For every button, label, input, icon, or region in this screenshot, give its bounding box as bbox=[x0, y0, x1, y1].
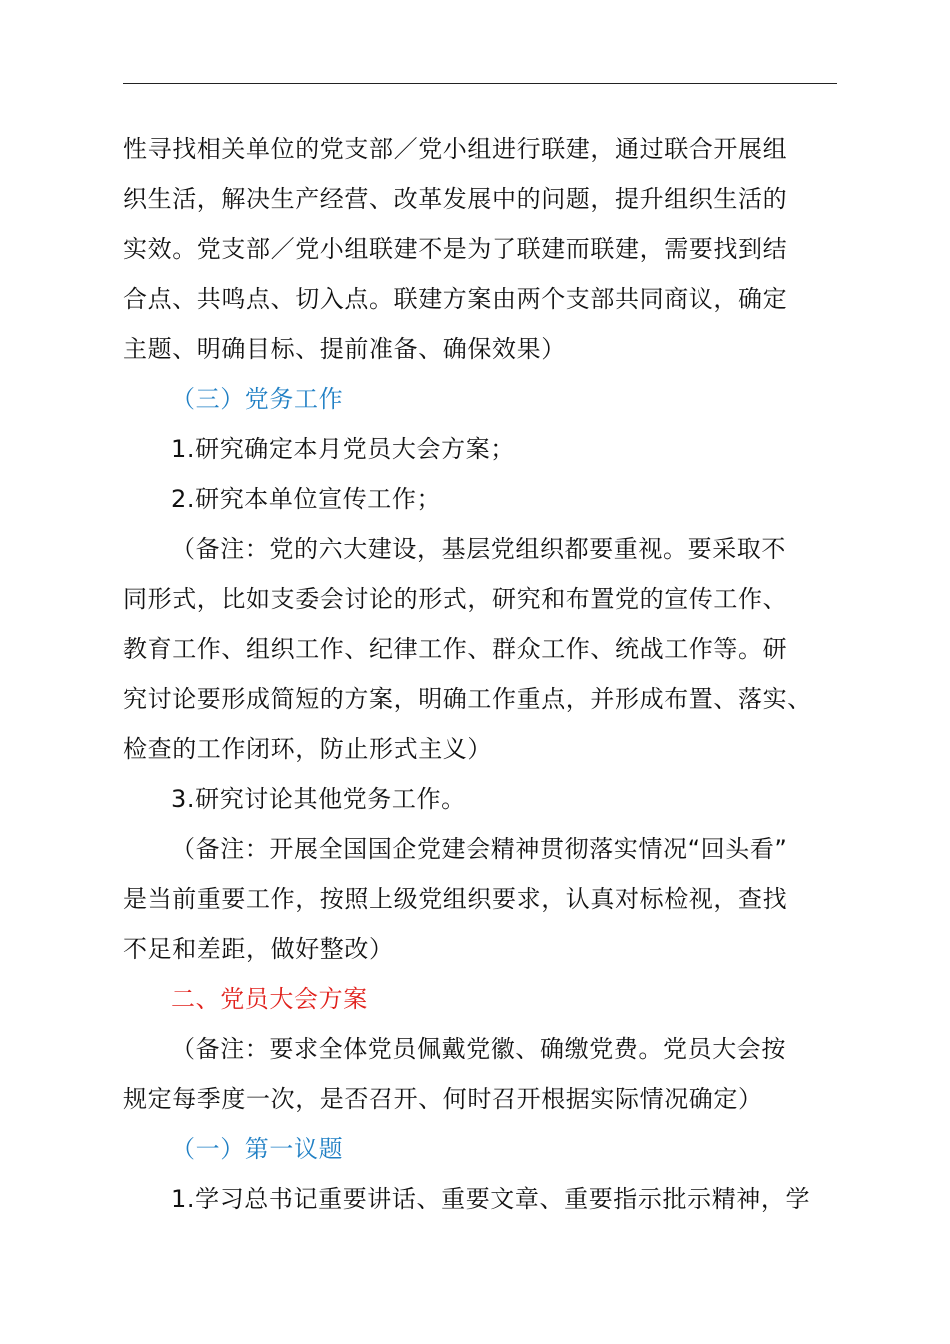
header-rule bbox=[123, 83, 837, 84]
note-line: （备注：党的六大建设，基层党组织都要重视。要采取不 bbox=[171, 535, 786, 563]
subheading-party-affairs: （三）党务工作 bbox=[171, 385, 344, 413]
note-line: 究讨论要形成简短的方案，明确工作重点，并形成布置、落实、 bbox=[123, 685, 812, 713]
body-line: 合点、共鸣点、切入点。联建方案由两个支部共同商议，确定 bbox=[123, 285, 788, 313]
note-line: 检查的工作闭环，防止形式主义） bbox=[123, 735, 492, 763]
list-item: 3.研究讨论其他党务工作。 bbox=[171, 785, 466, 813]
body-line: 织生活，解决生产经营、改革发展中的问题，提升组织生活的 bbox=[123, 185, 788, 213]
list-item: 1.学习总书记重要讲话、重要文章、重要指示批示精神，学 bbox=[171, 1185, 811, 1213]
note-line: 同形式，比如支委会讨论的形式，研究和布置党的宣传工作、 bbox=[123, 585, 788, 613]
note-line: （备注：要求全体党员佩戴党徽、确缴党费。党员大会按 bbox=[171, 1035, 786, 1063]
note-line: 是当前重要工作，按照上级党组织要求，认真对标检视，查找 bbox=[123, 885, 788, 913]
note-line: 不足和差距，做好整改） bbox=[123, 935, 394, 963]
list-item: 2.研究本单位宣传工作； bbox=[171, 485, 442, 513]
section-heading-member-meeting: 二、党员大会方案 bbox=[171, 985, 368, 1013]
note-line: 教育工作、组织工作、纪律工作、群众工作、统战工作等。研 bbox=[123, 635, 788, 663]
body-line: 实效。党支部／党小组联建不是为了联建而联建，需要找到结 bbox=[123, 235, 788, 263]
body-line: 性寻找相关单位的党支部／党小组进行联建，通过联合开展组 bbox=[123, 135, 788, 163]
body-line: 主题、明确目标、提前准备、确保效果） bbox=[123, 335, 566, 363]
note-line: 规定每季度一次，是否召开、何时召开根据实际情况确定） bbox=[123, 1085, 763, 1113]
note-line: （备注：开展全国国企党建会精神贯彻落实情况“回头看” bbox=[171, 835, 788, 863]
subheading-first-topic: （一）第一议题 bbox=[171, 1135, 344, 1163]
list-item: 1.研究确定本月党员大会方案； bbox=[171, 435, 515, 463]
document-body bbox=[123, 124, 853, 1224]
